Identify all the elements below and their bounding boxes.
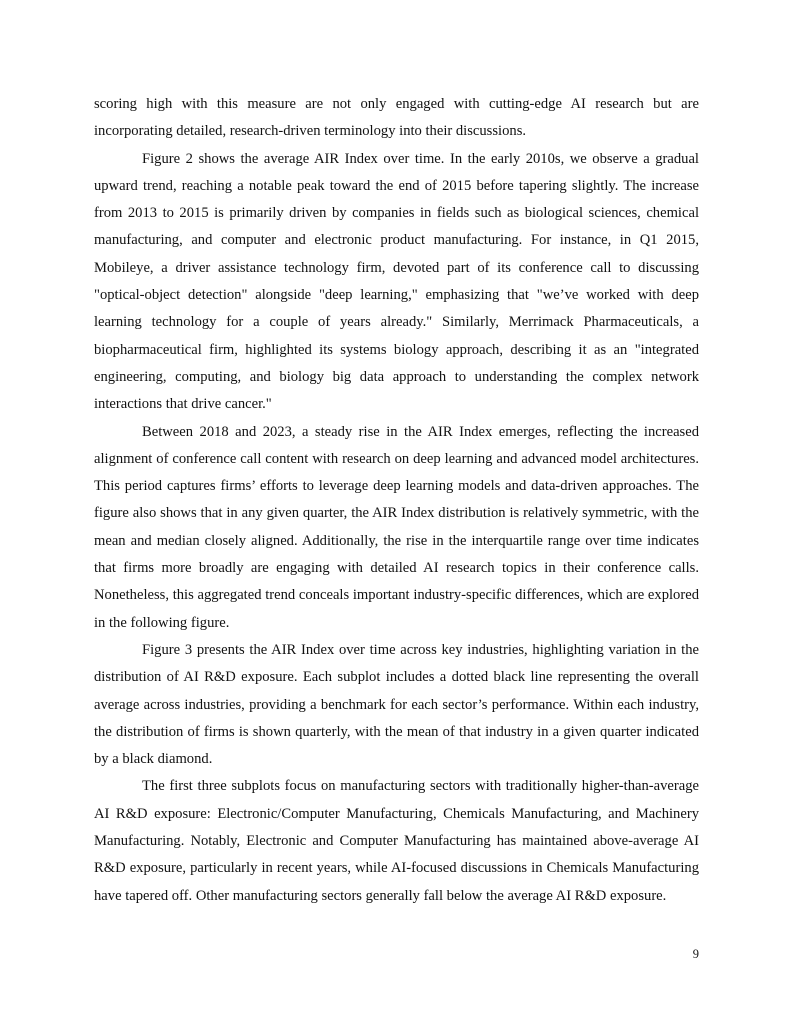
paragraph-manufacturing: The first three subplots focus on manufacturing sectors with traditionally higher-than-average AI R&D exposure: Electronic/Computer Manufacturing, Chemicals Manufacturing, and Machinery Manufacturing. Notably, Electronic and Computer Manufacturing has maintained above-average AI R&D exposure, particularly in recent years, while AI-focused discussions in Chemicals Manufacturing have tapered off. Other manufacturing sectors generally fall below the average AI R&D exposure. xyxy=(94,778,699,904)
page-number: 9 xyxy=(692,947,699,961)
page-body xyxy=(94,91,699,910)
paragraph-figure-3: Figure 3 presents the AIR Index over time across key industries, highlighting variation in the distribution of AI R&D exposure. Each subplot includes a dotted black line representing the overall average across industries, providing a benchmark for each sector’s performance. Within each industry, the distribution of firms is shown quarterly, with the mean of that industry in a given quarter indicated by a black diamond. xyxy=(94,641,699,768)
paragraph-figure-2: Figure 2 shows the average AIR Index over time. In the early 2010s, we observe a gradual upward trend, reaching a notable peak toward the end of 2015 before tapering slightly. The increase from 2013 to 2015 is primarily driven by companies in fields such as biological sciences, chemical manufacturing, and computer and electronic product manufacturing. For instance, in Q1 2015, Mobileye, a driver assistance technology firm, devoted part of its conference call to discussing "optical-object detection" alongside "deep learning," emphasizing that "we’ve worked with deep learning technology for a couple of years already." Similarly, Merrimack Pharmaceuticals, a biopharmaceutical firm, highlighted its systems biology approach, describing it as an "integrated engineering, computing, and biology big data approach to understanding the complex network interactions that drive cancer." xyxy=(94,150,699,413)
paragraph-2018-2023: Between 2018 and 2023, a steady rise in the AIR Index emerges, reflecting the increased alignment of conference call content with research on deep learning and advanced model architectures. This period captures firms’ efforts to leverage deep learning models and data-driven approaches. The figure also shows that in any given quarter, the AIR Index distribution is relatively symmetric, with the mean and median closely aligned. Additionally, the rise in the interquartile range over time indicates that firms more broadly are engaging with detailed AI research topics in their conference calls. Nonetheless, this aggregated trend conceals important industry-specific differences, which are explored in the following figure. xyxy=(94,423,699,631)
paragraph-continued: scoring high with this measure are not only engaged with cutting-edge AI research but are incorporating detailed, research-driven terminology into their discussions. xyxy=(94,96,699,140)
